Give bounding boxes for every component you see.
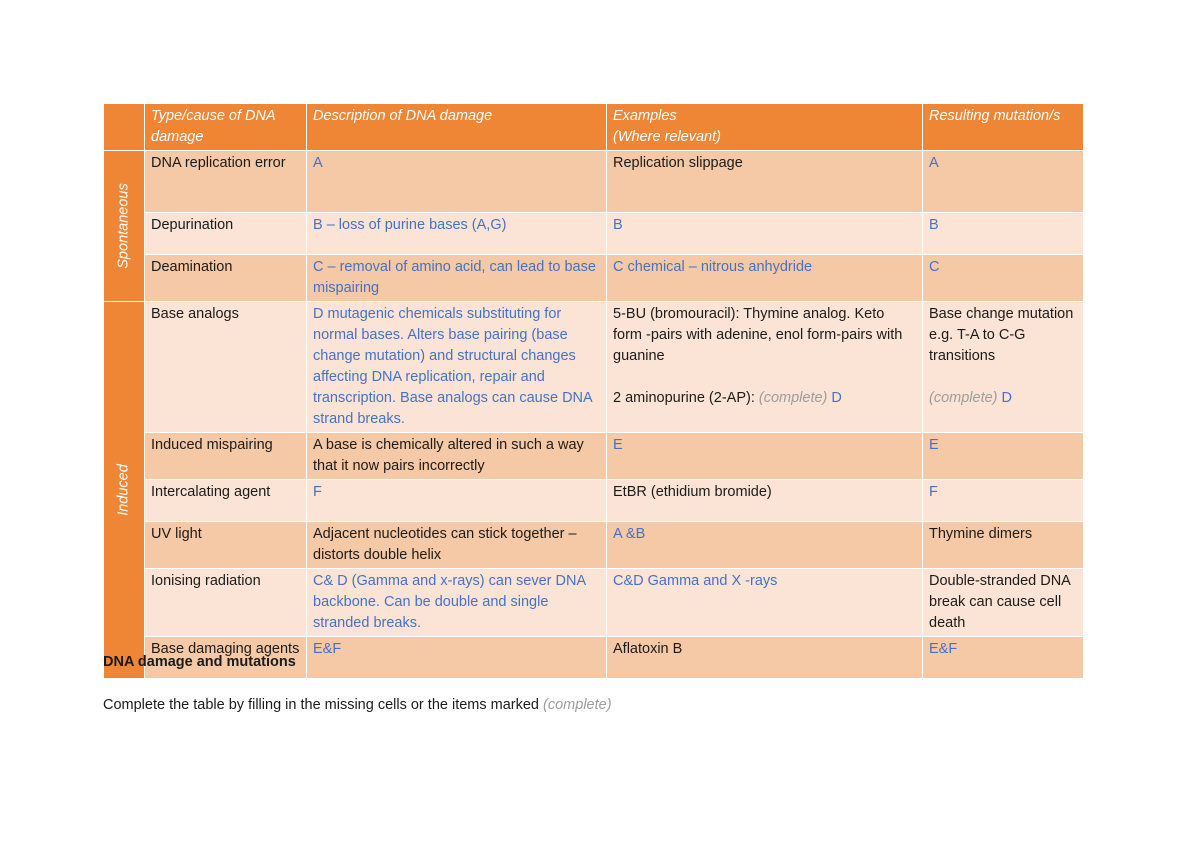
cell-type: Ionising radiation [145, 569, 307, 637]
table-row [104, 522, 1084, 569]
cell-description: C – removal of amino acid, can lead to base mispairing [307, 255, 607, 302]
complete-marker: (complete) [543, 697, 612, 713]
cell-description: D mutagenic chemicals substituting for normal bases. Alters base pairing (base change mutation) and structural changes affecting DNA replication, repair and transcription. Base analogs can cause DNA strand breaks. [307, 302, 607, 433]
cell-result: Thymine dimers [923, 522, 1084, 569]
cell-example: C&D Gamma and X -rays [607, 569, 923, 637]
cell-description: A [307, 151, 607, 213]
header-type-cause: Type/cause of DNA damage [145, 104, 307, 151]
table-row [104, 480, 1084, 522]
header-corner-cell [104, 104, 145, 151]
cell-type: Depurination [145, 213, 307, 255]
group-cell-spontaneous [104, 151, 145, 302]
table-header-row [104, 104, 1084, 151]
cell-result: Double-stranded DNA break can cause cell death [923, 569, 1084, 637]
result-answer: D [997, 390, 1012, 406]
table-row [104, 302, 1084, 433]
cell-description: F [307, 480, 607, 522]
result-complete-line [929, 388, 1077, 409]
cell-description: B – loss of purine bases (A,G) [307, 213, 607, 255]
cell-result [923, 302, 1084, 433]
cell-result: E&F [923, 637, 1084, 679]
example-5bu: 5-BU (bromouracil): Thymine analog. Keto form -pairs with adenine, enol form-pairs with guanine [613, 306, 903, 364]
cell-example: C chemical – nitrous anhydride [607, 255, 923, 302]
cell-result: C [923, 255, 1084, 302]
header-examples-line1: Examples [613, 108, 677, 124]
cell-type: Base damaging agents [145, 637, 307, 679]
table-row [104, 151, 1084, 213]
cell-example [607, 302, 923, 433]
cell-example: Replication slippage [607, 151, 923, 213]
cell-type: Intercalating agent [145, 480, 307, 522]
cell-type: UV light [145, 522, 307, 569]
example-2ap-answer: D [827, 390, 842, 406]
cell-description: C& D (Gamma and x-rays) can sever DNA backbone. Can be double and single stranded breaks. [307, 569, 607, 637]
table-row [104, 255, 1084, 302]
instructions-text [103, 697, 612, 713]
complete-marker: (complete) [929, 390, 998, 406]
cell-type: Deamination [145, 255, 307, 302]
header-examples-line2: (Where relevant) [613, 129, 721, 145]
example-2ap [613, 388, 916, 409]
complete-marker: (complete) [758, 390, 828, 406]
cell-example: A &B [607, 522, 923, 569]
cell-example: B [607, 213, 923, 255]
header-resulting-mutations: Resulting mutation/s [923, 104, 1084, 151]
cell-type: Induced mispairing [145, 433, 307, 480]
cell-description: E&F [307, 637, 607, 679]
document-title: DNA damage and mutations [103, 654, 296, 670]
table-row [104, 569, 1084, 637]
group-label-spontaneous: Spontaneous [115, 183, 132, 269]
header-examples [607, 104, 923, 151]
cell-example: EtBR (ethidium bromide) [607, 480, 923, 522]
cell-description: Adjacent nucleotides can stick together – distorts double helix [307, 522, 607, 569]
cell-result: B [923, 213, 1084, 255]
cell-result: A [923, 151, 1084, 213]
cell-result: F [923, 480, 1084, 522]
result-base-change: Base change mutation e.g. T-A to C-G transitions [929, 306, 1074, 364]
cell-example: Aflatoxin B [607, 637, 923, 679]
dna-damage-table [103, 103, 1084, 679]
table-row [104, 213, 1084, 255]
cell-type: DNA replication error [145, 151, 307, 213]
group-label-induced: Induced [115, 464, 132, 516]
group-cell-induced [104, 302, 145, 679]
example-2ap-text: 2 aminopurine (2-AP): [613, 390, 759, 406]
table-row [104, 433, 1084, 480]
cell-example: E [607, 433, 923, 480]
cell-description: A base is chemically altered in such a way that it now pairs incorrectly [307, 433, 607, 480]
cell-result: E [923, 433, 1084, 480]
header-description: Description of DNA damage [307, 104, 607, 151]
cell-type: Base analogs [145, 302, 307, 433]
instructions-main: Complete the table by filling in the missing cells or the items marked [103, 697, 544, 713]
